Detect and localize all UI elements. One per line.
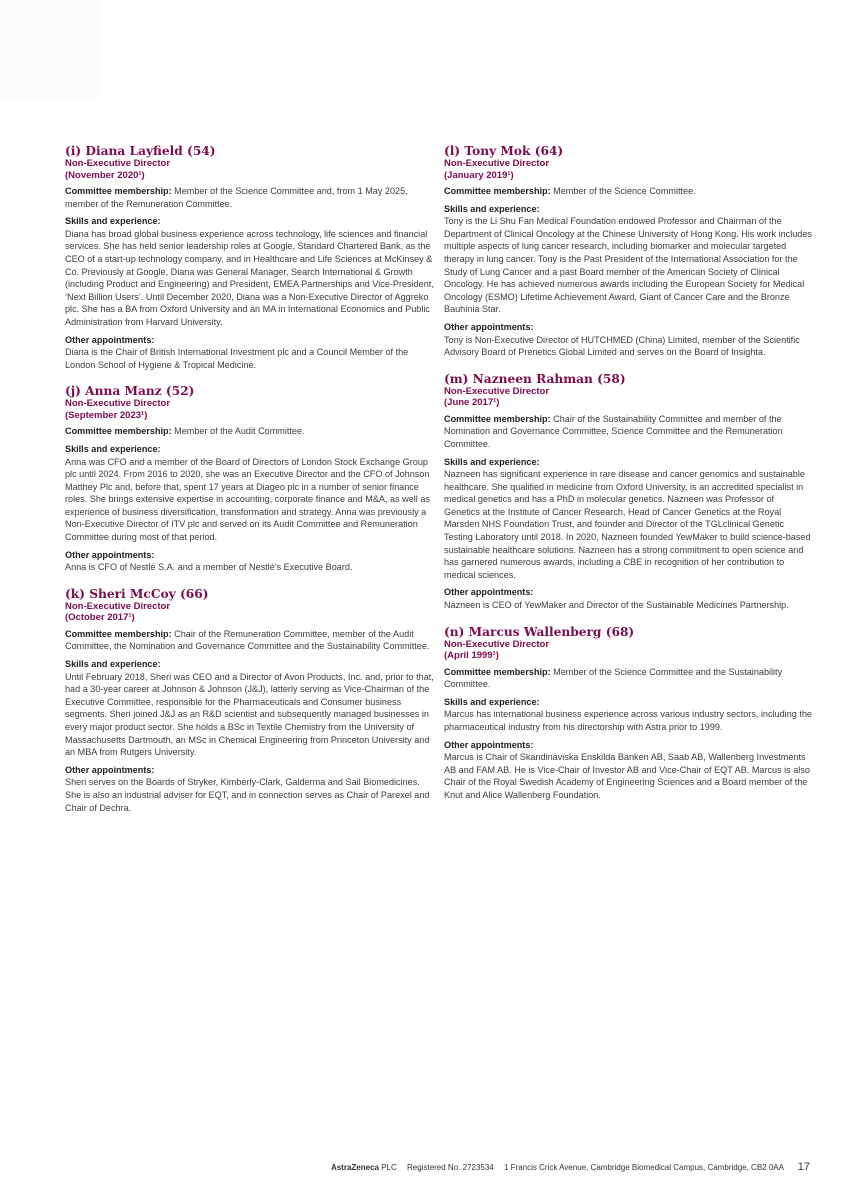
director-profile-marcus-wallenberg [444,625,812,802]
director-profile-nazneen-rahman [444,372,812,612]
footer-company-suffix: PLC [381,1163,397,1172]
right-column [444,144,812,815]
skills-text: Until February 2018, Sheri was CEO and a Director of Avon Products, Inc. and, prior to that, had a 30-year career at Johnson & Johnson (J&J), latterly serving as Vice-Chairman of the Executive Committee, responsible for the Pharmaceuticals and Consumer business segments. Sheri joined J&J as an R&D scientist and subsequently managed businesses in every major product sector. She holds a BSc in Textile Chemistry from the University of Massachusetts Dartmouth, an MSc in Chemical Engineering from Princeton University and an MBA from Rutgers University. [65,671,434,758]
director-role: Non-Executive Director [444,385,550,397]
skills-text: Marcus has international business experience across various industry sectors, including the pharmaceutical industry from his directorship with Astra prior to 1999. [444,709,812,732]
other-appointments-text: Marcus is Chair of Skandinaviska Enskilda Banken AB, Saab AB, Wallenberg Investments AB and FAM AB. He is Vice-Chair of Investor AB and Vice-Chair of EQT AB. Marcus is also Chair of the Royal Swedish Academy of Engineering Sciences and a Board member of the Knut and Alice Wallenberg Foundation. [444,752,810,800]
skills-heading: Skills and experience: [65,216,161,227]
committee-label: Committee membership: [444,186,551,196]
committee-text: Member of the Science Committee and, from 1 May 2025, member of the Remuneration Committee. [65,186,408,209]
committee-label: Committee membership: [65,186,172,196]
appointment-date: (June 2017¹) [444,397,500,409]
committee-membership [444,666,812,691]
skills-heading: Skills and experience: [444,696,540,707]
page-footer [331,1161,810,1173]
committee-text: Member of the Audit Committee. [174,426,305,437]
committee-membership [65,425,437,438]
director-profile-sheri-mccoy [65,587,437,814]
director-role: Non-Executive Director [444,638,550,650]
director-profile-anna-manz [65,384,437,574]
appointment-date: (October 2017¹) [65,612,135,624]
skills-text: Nazneen has significant experience in rare disease and cancer genomics and sustainable healthcare. She qualified in medicine from Oxford University, is an accredited specialist in medical genetics and has a PhD in molecular genetics. Nazneen was Professor of Genetics at the Institute of Cancer Research, Head of Cancer Genetics at the Royal Marsden NHS Foundation Trust, and founder and Director of the TGLclinical Genetic Testing Laboratory until 2018. In 2020, Nazneen founded YewMaker to build science-based sustainable healthcare solutions. Nazneen has a strong commitment to open science and has garnered numerous awards, including a CBE in recognition of her contribution to medical sciences. [444,469,811,580]
other-appointments-heading: Other appointments: [65,549,155,560]
skills-text: Anna was CFO and a member of the Board of Directors of London Stock Exchange Group plc until 2024. From 2016 to 2020, she was an Executive Director and the CFO of Johnson Matthey Plc and, before that, spent 17 years at Diageo plc in a number of senior finance roles. She brings extensive expertise in accounting, corporate finance and M&A, as well as experience of business diversification, transformation and strategy. Anna was previously a Non-Executive Director of ITV plc and served on its Audit Committee and Remuneration Committee during most of that period. [65,456,430,543]
committee-label: Committee membership: [444,666,551,677]
committee-text: Member of the Science Committee and the Sustainability Committee. [444,666,783,690]
skills-heading: Skills and experience: [444,456,540,467]
page-number: 17 [797,1161,810,1173]
director-name: (l) Tony Mok (64) [444,144,564,158]
other-appointments-heading: Other appointments: [444,587,534,598]
footer-company: AstraZeneca [330,1163,379,1172]
other-appointments-heading: Other appointments: [65,334,155,345]
committee-text: Chair of the Remuneration Committee, member of the Audit Committee, the Nomination and Governance Committee and the Sustainability Committee. [65,628,430,652]
director-name: (j) Anna Manz (52) [65,384,195,399]
skills-heading: Skills and experience: [65,659,161,670]
appointment-date: (April 1999¹) [444,650,499,662]
committee-membership [444,413,812,451]
committee-membership [65,628,437,653]
director-profile-diana-layfield [65,144,437,371]
director-name: (n) Marcus Wallenberg (68) [444,624,635,639]
appointment-date: (November 2020¹) [65,169,145,181]
other-appointments-text: Tony is Non-Executive Director of HUTCHMED (China) Limited, member of the Scientific Advisory Board of Prenetics Global Limited and serves on the Board of Insighta. [444,334,800,358]
other-appointments-text: Sheri serves on the Boards of Stryker, Kimberly-Clark, Galderma and Sail Biomedicines. She is also an industrial adviser for EQT, and in connection serves as Chair of Parexel and Chair of Dechra. [65,777,430,813]
committee-label: Committee membership: [65,426,172,437]
footer-address: 1 Francis Crick Avenue, Cambridge Biomedical Campus, Cambridge, CB2 0AA [503,1163,784,1172]
left-column [65,144,437,827]
other-appointments-text: Diana is the Chair of British International Investment plc and a Council Member of the London School of Hygiene & Tropical Medicine. [65,347,409,370]
committee-text: Chair of the Sustainability Committee and member of the Nomination and Governance Committee, Science Committee and the Remuneration Committee. [444,413,783,449]
appointment-date: (September 2023¹) [65,409,148,421]
committee-label: Committee membership: [65,628,172,639]
director-name: (m) Nazneen Rahman (58) [444,371,626,386]
director-role: Non-Executive Director [65,158,171,169]
page-corner-tab [0,0,100,98]
director-role: Non-Executive Director [444,158,550,169]
skills-text: Tony is the Li Shu Fan Medical Foundation endowed Professor and Chairman of the Department of Clinical Oncology at the Chinese University of Hong Kong. His work includes multiple aspects of lung cancer research, including biomarker and molecular targeted therapy in lung cancer. Tony is the Past President of the International Association for the Study of Lung Cancer and a past Board member of the American Society of Clinical Oncology. He has achieved numerous awards including the European Society for Medical Oncology (ESMO) Lifetime Achievement Award, Giant of Cancer Care and the Bronze Bauhinia Star. [444,216,812,315]
committee-text: Member of the Science Committee. [553,186,696,196]
other-appointments-heading: Other appointments: [444,739,534,750]
committee-membership [65,185,437,210]
director-name: (i) Diana Layfield (54) [65,144,216,158]
skills-text: Diana has broad global business experience across technology, life sciences and financial services. She has held senior leadership roles at Google, Standard Chartered Bank, as the CEO of a start-up technology company, and in Healthcare and Life Sciences at McKinsey & Co. Previously at Google, Diana was General Manager, Search International & Growth (including Product and Engineering) and President, EMEA Partnerships and Vice-President, ‘Next Billion Users’. Until December 2020, Diana was a Non-Executive Director of Aggreko plc. She has a BA from Oxford University and an MA in International Economics and Public Administration from Harvard University. [65,228,434,327]
other-appointments-heading: Other appointments: [65,764,155,775]
other-appointments-text: Nazneen is CEO of YewMaker and Director of the Sustainable Medicines Partnership. [444,600,789,611]
footer-registered-number: Registered No. 2723534 [407,1163,494,1172]
skills-heading: Skills and experience: [65,443,161,454]
skills-heading: Skills and experience: [444,203,540,214]
director-name: (k) Sheri McCoy (66) [65,586,209,601]
committee-membership [444,185,812,198]
appointment-date: (January 2019¹) [444,169,514,181]
committee-label: Committee membership: [444,413,551,424]
director-role: Non-Executive Director [65,398,171,410]
director-role: Non-Executive Director [65,600,171,612]
other-appointments-text: Anna is CFO of Nestlé S.A. and a member of Nestlé’s Executive Board. [65,562,353,573]
other-appointments-heading: Other appointments: [444,321,534,332]
director-profile-tony-mok [444,144,812,359]
